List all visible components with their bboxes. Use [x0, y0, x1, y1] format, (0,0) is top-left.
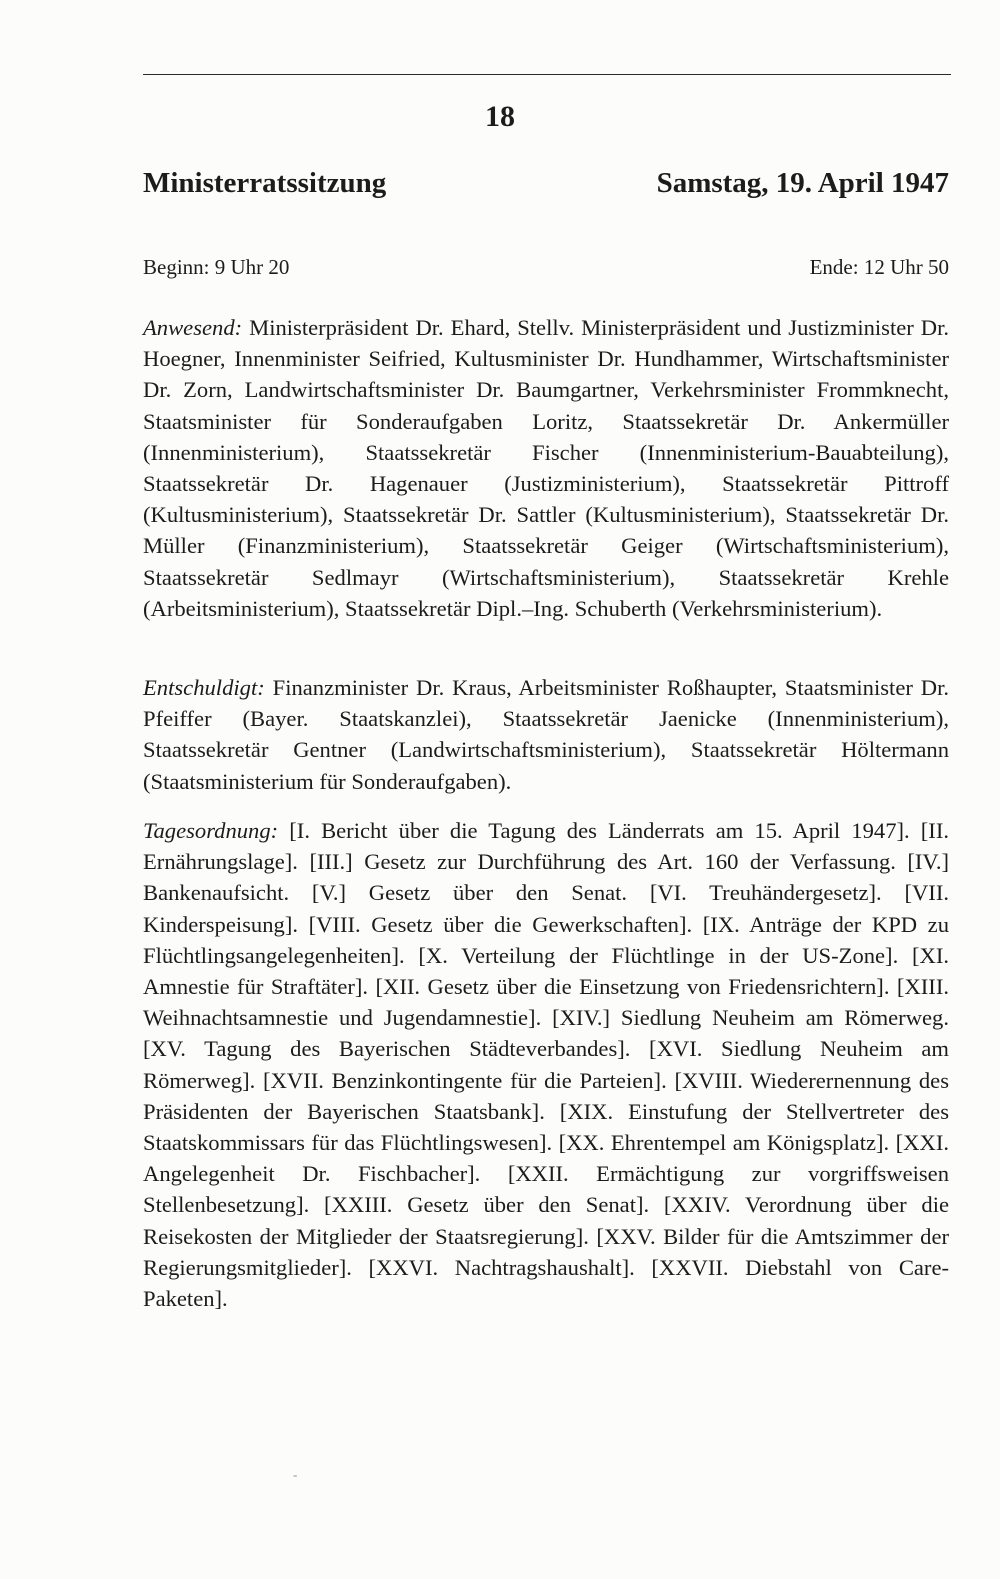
- agenda-section: [143, 815, 949, 1314]
- heading-row: [143, 167, 949, 200]
- footer-mark: -: [293, 1467, 298, 1482]
- agenda-text: [I. Bericht über die Tagung des Länderrats am 15. April 1947]. [II. Ernährungslage]. [III.] Gesetz zur Durchführung des Art. 160 der Verfassung. [IV.] Bankenaufsicht. [V.] Gesetz über den Senat. [VI. Treuhändergesetz]. [VII. Kinderspeisung]. [VIII. Gesetz über die Gewerkschaften]. [IX. Anträge der KPD zu Flüchtlingsangelegenheiten]. [X. Verteilung der Flüchtlinge in der US-Zone]. [XI. Amnestie für Straftäter]. [XII. Gesetz über die Einsetzung von Friedensrichtern]. [XIII. Weihnachtsamnestie und Jugendamnestie]. [XIV.] Siedlung Neuheim am Römerweg. [XV. Tagung des Bayerischen Städteverbandes]. [XVI. Siedlung Neuheim am Römerweg]. [XVII. Benzinkontingente für die Parteien]. [XVIII. Wiederernennung des Präsidenten der Bayerischen Staatsbank]. [XIX. Einstufung der Stellvertreter des Staatskommissars für das Flüchtlingswesen]. [XX. Ehrentempel am Königsplatz]. [XXI. Angelegenheit Dr. Fischbacher]. [XXII. Ermächtigung zur vorgriffsweisen Stellenbesetzung]. [XXIII. Gesetz über den Senat]. [XXIV. Verordnung über die Reisekosten der Mitglieder der Staatsregierung]. [XXV. Bilder für die Amtszimmer der Regierungsmitglieder]. [XXVI. Nachtragshaushalt]. [XXVII. Diebstahl von Care-Paketen].: [143, 818, 949, 1312]
- excused-text: Finanzminister Dr. Kraus, Arbeitsminister Roßhaupter, Staatsminister Dr. Pfeiffer (Bayer. Staatskanzlei), Staatssekretär Jaenicke (Innenministerium), Staatssekretär Gentner (Landwirtschaftsministerium), Staatssekretär Höltermann (Staatsministerium für Sonderaufgaben).: [143, 675, 949, 794]
- attendees-section: [143, 312, 949, 624]
- end-time: Ende: 12 Uhr 50: [809, 255, 949, 279]
- start-time: Beginn: 9 Uhr 20: [143, 255, 290, 279]
- agenda-label: Tagesordnung:: [143, 818, 290, 843]
- excused-section: [143, 672, 949, 797]
- meeting-title: Ministerratssitzung: [143, 167, 387, 199]
- header-rule: [143, 74, 951, 75]
- document-number: 18: [485, 100, 515, 133]
- excused-label: Entschuldigt:: [143, 675, 273, 700]
- times-row: [143, 255, 949, 280]
- attendees-label: Anwesend:: [143, 315, 250, 340]
- meeting-date: Samstag, 19. April 1947: [656, 167, 949, 199]
- attendees-text: Ministerpräsident Dr. Ehard, Stellv. Ministerpräsident und Justizminister Dr. Hoegner, Innenminister Seifried, Kultusminister Dr. Hundhammer, Wirtschaftsminister Dr. Zorn, Landwirtschaftsminister Dr. Baumgartner, Verkehrsminister Frommknecht, Staatsminister für Sonderaufgaben Loritz, Staatssekretär Dr. Ankermüller (Innenministerium), Staatssekretär Fischer (Innenministerium-Bauabteilung), Staatssekretär Dr. Hagenauer (Justizministerium), Staatssekretär Pittroff (Kultusministerium), Staatssekretär Dr. Sattler (Kultusministerium), Staatssekretär Dr. Müller (Finanzministerium), Staatssekretär Geiger (Wirtschaftsministerium), Staatssekretär Sedlmayr (Wirtschaftsministerium), Staatssekretär Krehle (Arbeitsministerium), Staatssekretär Dipl.–Ing. Schuberth (Verkehrsministerium).: [143, 315, 949, 621]
